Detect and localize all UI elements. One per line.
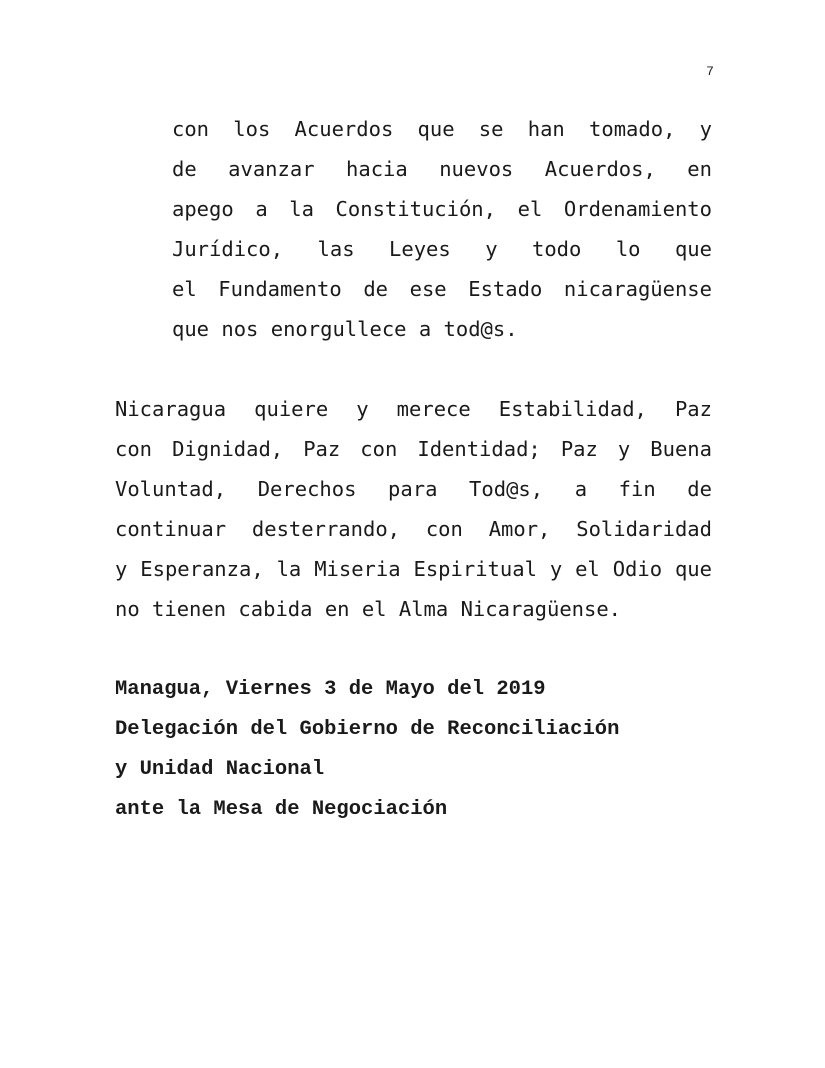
signature-block (115, 670, 715, 830)
paragraph-line: Jurídico, las Leyes y todo lo que (172, 237, 712, 261)
paragraph-line: el Fundamento de ese Estado nicaragüense (172, 277, 712, 301)
indented-paragraph (172, 109, 712, 349)
delegation-context: ante la Mesa de Negociación (115, 798, 448, 821)
paragraph-line: con Dignidad, Paz con Identidad; Paz y Buena (115, 437, 712, 461)
paragraph-line: con los Acuerdos que se han tomado, y (172, 117, 712, 141)
paragraph-line: Nicaragua quiere y merece Estabilidad, Paz (115, 397, 712, 421)
paragraph-line: continuar desterrando, con Amor, Solidaridad (115, 517, 712, 541)
paragraph-line: no tienen cabida en el Alma Nicaragüense. (115, 597, 622, 621)
page-number: 7 (706, 64, 714, 79)
place-date: Managua, Viernes 3 de Mayo del 2019 (115, 678, 546, 701)
main-paragraph (115, 389, 712, 629)
paragraph-line: de avanzar hacia nuevos Acuerdos, en (172, 157, 712, 181)
paragraph-line: que nos enorgullece a tod@s. (172, 317, 518, 341)
delegation-name: y Unidad Nacional (115, 758, 325, 781)
paragraph-line: Voluntad, Derechos para Tod@s, a fin de (115, 477, 712, 501)
delegation-name: Delegación del Gobierno de Reconciliación (115, 718, 620, 741)
paragraph-line: apego a la Constitución, el Ordenamiento (172, 197, 712, 221)
paragraph-line: y Esperanza, la Miseria Espiritual y el Odio que (115, 557, 712, 581)
